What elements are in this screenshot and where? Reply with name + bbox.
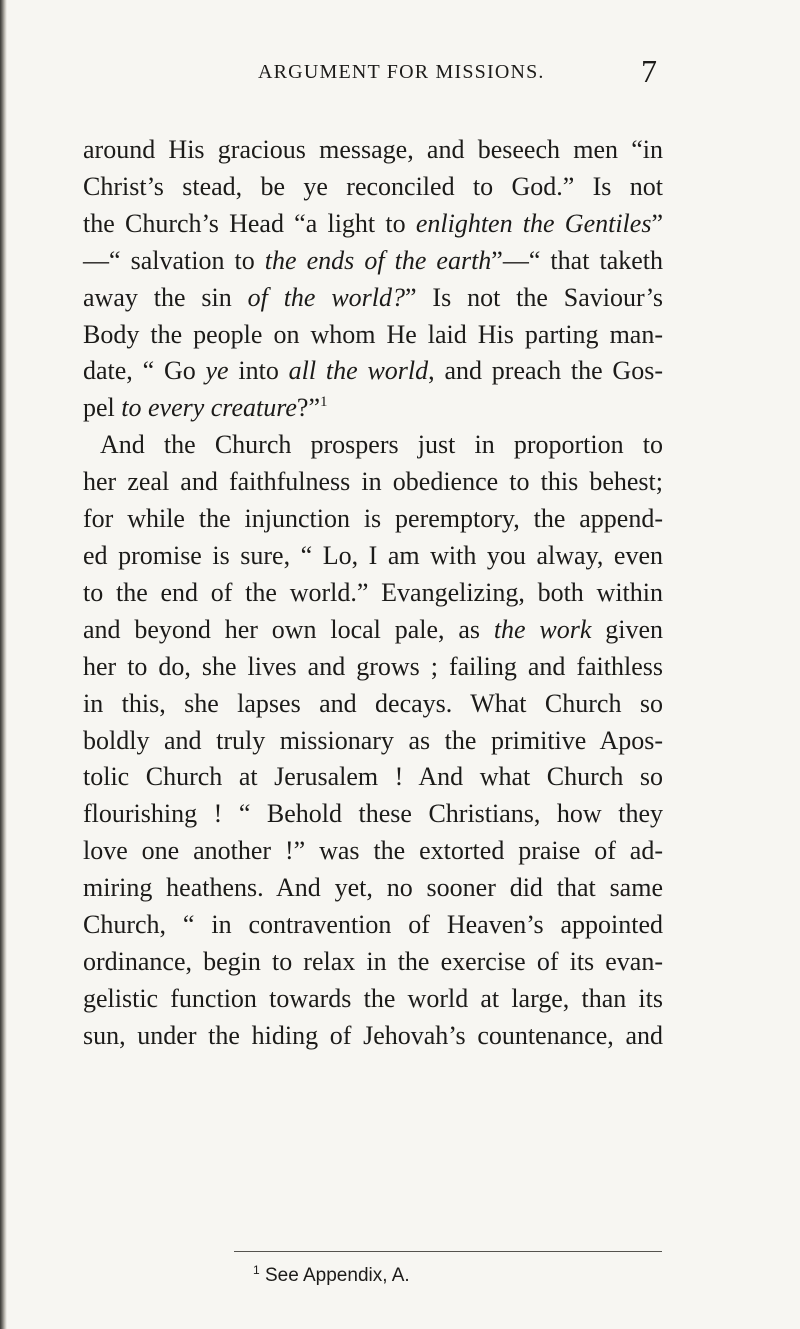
text-line: tolic Church at Jerusalem ! And what Church so — [83, 762, 663, 792]
text-line: miring heathens. And yet, no sooner did that same — [83, 873, 663, 903]
text-line: and beyond her own local pale, as the work given — [83, 614, 664, 644]
text-line: her to do, she lives and grows ; failing and faithless — [83, 651, 663, 681]
text-line: date, “ Go ye into all the world, and preach the Gos- — [83, 356, 663, 386]
footnote-divider — [234, 1251, 662, 1252]
text-line: for while the injunction is peremptory, the append- — [83, 504, 663, 534]
text-line: ed promise is sure, “ Lo, I am with you alway, even — [83, 540, 663, 570]
text-line: Church, “ in contravention of Heaven’s appointed — [83, 910, 663, 940]
text-line: flourishing ! “ Behold these Christians, how they — [83, 799, 663, 829]
text-line: sun, under the hiding of Jehovah’s countenance, and — [83, 1020, 663, 1050]
text-line: ordinance, begin to relax in the exercise of its evan- — [83, 946, 663, 976]
text-line: around His gracious message, and beseech men “in — [83, 135, 663, 164]
italic-phrase: ye — [205, 356, 229, 386]
footnote-reference: 1 — [320, 394, 328, 411]
body-text — [83, 132, 663, 1055]
text-line: pel to every creature?”$^1$ — [83, 393, 328, 423]
italic-phrase: the ends of the earth — [264, 245, 492, 275]
footnote-marker: 1 — [253, 1263, 260, 1277]
text-line: Body the people on whom He laid His parting man- — [83, 319, 663, 349]
text-line: in this, she lapses and decays. What Church so — [83, 688, 663, 718]
text-line: the Church’s Head “a light to enlighten the Gentiles” — [83, 208, 663, 238]
text-line: And the Church prospers just in proportion to — [100, 430, 663, 460]
footnote — [253, 1263, 410, 1289]
text-line: gelistic function towards the world at large, than its — [83, 983, 663, 1013]
text-line: love one another !” was the extorted praise of ad- — [83, 836, 663, 866]
italic-phrase: all the world — [288, 356, 429, 386]
text-line: Christ’s stead, be ye reconciled to God.” Is not — [83, 171, 663, 201]
text-line: —“ salvation to the ends of the earth”—“ that taketh — [83, 245, 663, 275]
page-number: 7 — [641, 53, 657, 89]
text-line: her zeal and faithfulness in obedience to this behest; — [83, 467, 663, 497]
italic-phrase: the work — [493, 614, 592, 644]
italic-phrase: of the world? — [247, 282, 406, 312]
page-binding-edge — [0, 0, 7, 1329]
italic-phrase: to every creature — [121, 393, 297, 423]
text-line: boldly and truly missionary as the primitive Apos- — [83, 725, 663, 755]
text-line: to the end of the world.” Evangelizing, both within — [83, 577, 663, 607]
running-header: ARGUMENT FOR MISSIONS. — [258, 61, 545, 83]
italic-phrase: enlighten the Gentiles — [415, 208, 652, 238]
text-line: away the sin of the world?” Is not the Saviour’s — [83, 282, 664, 312]
footnote-text: See Appendix, A. — [259, 1265, 410, 1286]
